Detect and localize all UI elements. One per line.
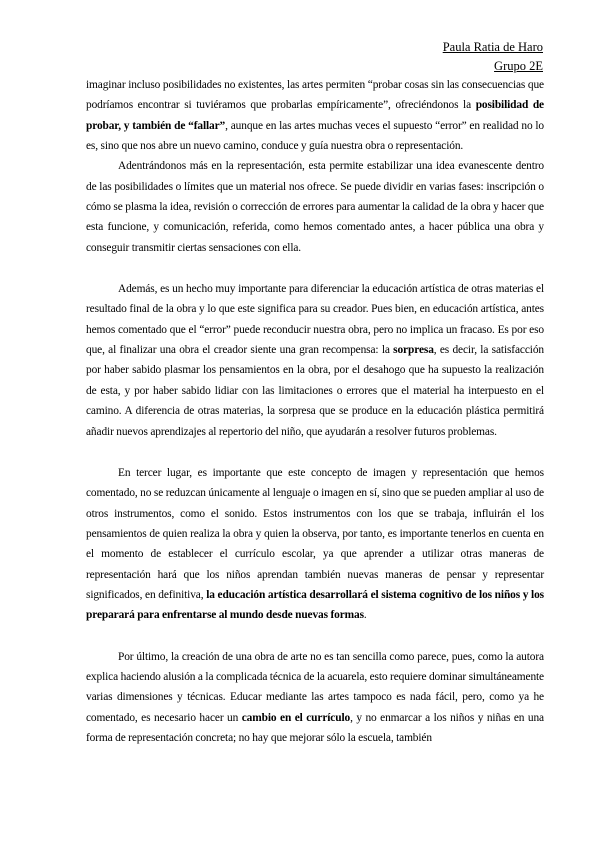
page-header — [443, 38, 543, 76]
paragraph-2-text: Adentrándonos más en la representación, esta permite estabilizar una idea evanescente dentro de las posibilidades o límites que un material nos ofrece. Se puede dividir en varias fases: inscripción o cómo se plasma la idea, revisión o corrección de errores para aumentar la calidad de la obra y hacer que esta funcione, y comunicación, referida, como hemos comentado antes, a hacer pública una obra y conseguir transmitir ciertas sensaciones con ella. — [86, 160, 544, 254]
paragraph-1-text-b: , aunque en las artes muchas veces el supuesto “error” en realidad no lo es, sino que nos abre un nuevo camino, conduce y guía nuestra obra o representación. — [86, 119, 545, 153]
paragraph-4-bold: la educación artística desarrollará el sistema cognitivo de los niños y los preparará para enfrentarse al mundo desde nuevas formas — [86, 588, 544, 622]
paragraph-5-bold: cambio en el currículo — [241, 711, 351, 724]
paragraph-1-bold: posibilidad de probar, y también de “fallar” — [86, 99, 544, 132]
paragraph-4-text-b: . — [363, 609, 367, 622]
paragraph-4 — [86, 463, 544, 626]
paragraph-3-text-a: Además, es un hecho muy importante para diferenciar la educación artística de otras materias el resultado final de la obra y lo que este significa para su creador. Pues bien, en educación artística, antes hemos comentado que el “error” puede reconducir nuestra obra, pero no implica un fracaso. Es por eso que, al finalizar una obra el creador siente una gran recompensa: la — [86, 283, 544, 357]
paragraph-5-text-a: Por último, la creación de una obra de arte no es tan sencilla como parece, pues, como la autora explica haciendo alusión a la complicada técnica de la acuarela, esto requiere dominar simultáneamente varias dimensiones y técnicas. Educar mediante las artes tampoco es nada fácil, pero, como ya he comentado, es necesario hacer un — [86, 650, 544, 724]
paragraph-3-text-b: , es decir, la satisfacción por haber sabido plasmar los pensamientos en la obra, por el desahogo que ha supuesto la realización de esta, y por haber sabido lidiar con las limitaciones o errores que el material ha interpuesto en el camino. A diferencia de otras materias, la sorpresa que se produce en la educación plástica permitirá añadir nuevos aprendizajes al repertorio del niño, que ayudarán a resolver futuros problemas. — [86, 344, 544, 438]
paragraph-4-text-a: En tercer lugar, es importante que este concepto de imagen y representación que hemos comentado, no se reduzcan únicamente al lenguaje o imagen en sí, sino que se pueden ampliar al uso de otros instrumentos, como el sonido. Estos instrumentos con los que se trabaja, influirán el los pensamientos de quien realiza la obra y quien la observa, por tanto, es importante tenerlos en cuenta en el momento de establecer el currículo escolar, ya que aprender a utilizar otras maneras de representación hará que los niños aprendan también nuevas maneras de pensar y representar significados, en definitiva, — [86, 466, 544, 601]
paragraph-3 — [86, 279, 544, 442]
paragraph-1-text-a: imaginar incluso posibilidades no existentes, las artes permiten “probar cosas sin las consecuencias que podríamos encontrar si tuviéramos que probarlas empíricamente”, ofreciéndonos la — [86, 79, 544, 112]
paragraph-5-text-b: , y no enmarcar a los niños y niñas en una forma de representación concreta; no hay que mejorar sólo la escuela, también — [86, 711, 544, 744]
paragraph-5 — [86, 647, 544, 749]
group-label: Grupo 2E — [494, 59, 543, 73]
paragraph-1 — [86, 75, 544, 156]
paragraph-2 — [86, 156, 544, 258]
document-body — [86, 75, 544, 748]
paragraph-3-bold: sorpresa — [393, 344, 434, 357]
author-name: Paula Ratia de Haro — [442, 40, 543, 54]
